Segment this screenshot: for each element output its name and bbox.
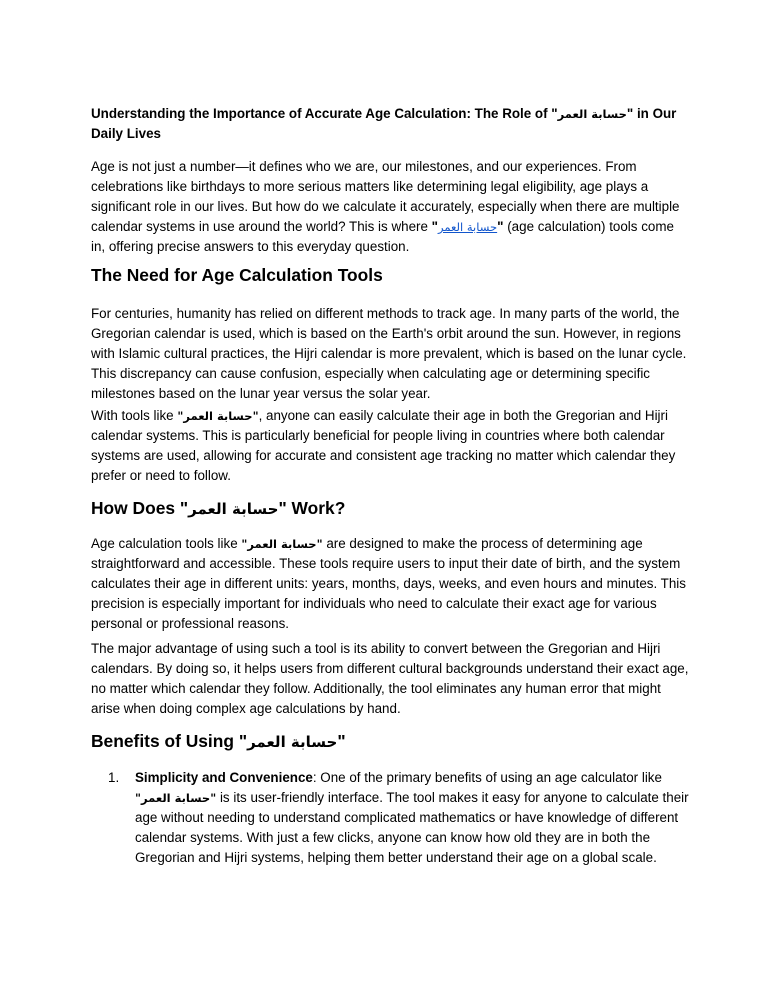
intro-paragraph (91, 157, 691, 257)
list-item-text: : One of the primary benefits of using an age calculator like (312, 770, 662, 785)
heading-text: Benefits of Using " (91, 731, 248, 751)
paragraph-how-2: The major advantage of using such a tool is its ability to convert between the Gregorian and Hijri calendars. By doing so, it helps users from different cultural backgrounds understand their exact age, no matter which calendar they follow. Additionally, the tool eliminates any human error that might arise when doing complex age calculations by hand. (91, 641, 689, 716)
arabic-term: "حسابة العمر" (177, 409, 259, 423)
section-heading-need: The Need for Age Calculation Tools (91, 265, 383, 285)
paragraph-text: , anyone can easily calculate their age in both the Gregorian and Hijri calendar systems. This is particularly beneficial for people living in countries where both calendar systems are used, allowing for accurate and consistent age tracking no matter which calendar they prefer or need to follow. (91, 408, 676, 483)
quote-mark: " (497, 219, 504, 234)
arabic-term: "حسابة العمر" (241, 537, 323, 551)
heading-text: How Does " (91, 498, 189, 518)
paragraph-need-2 (91, 406, 691, 486)
heading-text: " Work? (278, 498, 346, 518)
paragraph-text: Age calculation tools like (91, 536, 242, 551)
arabic-term: حسابة العمر (188, 500, 279, 518)
list-item (91, 768, 691, 868)
intro-text: Age is not just a number—it defines who we are, our milestones, and our experiences. From celebrations like birthdays to more serious matters like determining legal eligibility, age plays a significant role in our lives. But how do we calculate it accurately, especially when there are multiple calendar systems in use around the world? This is where (91, 159, 680, 234)
title-suffix: " in Our Daily Lives (91, 106, 677, 141)
intro-text: (age calculation) tools come in, offering precise answers to this everyday question. (91, 219, 674, 254)
quote-mark: " (431, 219, 438, 234)
list-item-text: is its user-friendly interface. The tool makes it easy for anyone to calculate their age without needing to understand complicated mathematics or have knowledge of different calendar systems. With just a few clicks, anyone can know how old they are in both the Gregorian and Hijri systems, helping them better understand their age on a global scale. (135, 790, 689, 865)
paragraph-need-1: For centuries, humanity has relied on different methods to track age. In many parts of the world, the Gregorian calendar is used, which is based on the Earth's orbit around the sun. However, in regions with Islamic cultural practices, the Hijri calendar is more prevalent, which is based on the lunar cycle. This discrepancy can cause confusion, especially when calculating age or determining specific milestones based on the lunar year versus the solar year. (91, 306, 687, 401)
arabic-term: حسابة العمر (247, 733, 338, 751)
title-prefix: Understanding the Importance of Accurate Age Calculation: The Role of " (91, 106, 558, 121)
list-number: 1. (108, 770, 120, 785)
paragraph-text: are designed to make the process of determining age straightforward and accessible. These tools require users to input their date of birth, and the system calculates their age in different units: years, months, days, weeks, and even hours and minutes. This precision is especially important for individuals who need to calculate their exact age for various personal or professional reasons. (91, 536, 686, 631)
section-heading-benefits (91, 730, 346, 753)
arabic-term: حسابة العمر (557, 107, 627, 121)
benefits-list (91, 768, 691, 868)
section-heading-how (91, 497, 345, 520)
age-calculator-link[interactable]: حسابة العمر (438, 220, 498, 234)
arabic-term: "حسابة العمر" (135, 791, 217, 805)
document-title (91, 104, 691, 144)
list-item-title: Simplicity and Convenience (135, 770, 313, 785)
paragraph-how-1 (91, 534, 691, 634)
heading-text: " (337, 731, 346, 751)
paragraph-text: With tools like (91, 408, 178, 423)
